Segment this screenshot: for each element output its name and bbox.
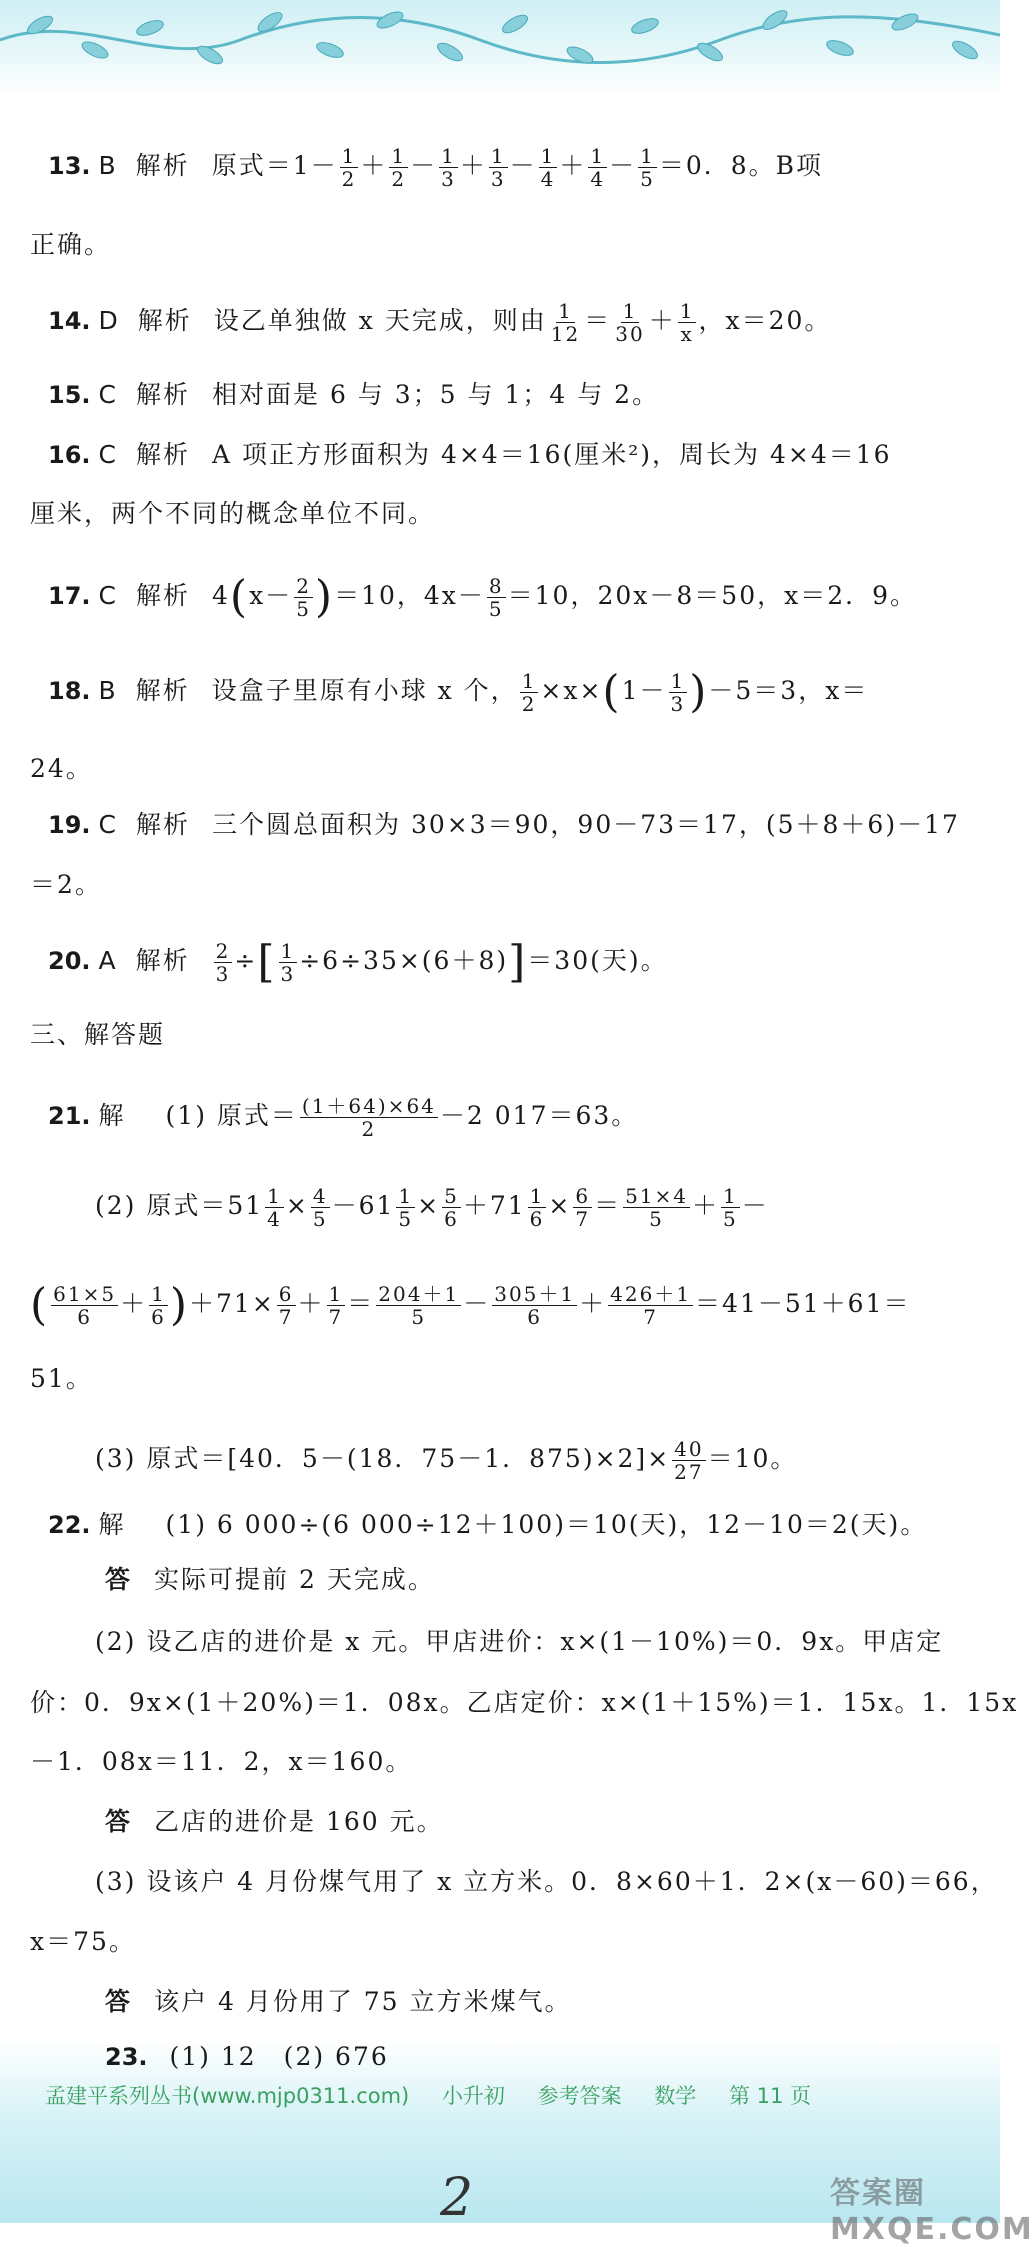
numerator: 1: [267, 1184, 282, 1208]
fraction: [149, 1283, 168, 1328]
denominator: 27: [674, 1460, 704, 1484]
operator: ＋: [559, 151, 587, 180]
fraction: [573, 1185, 592, 1230]
fraction: [638, 145, 657, 190]
denominator: 5: [312, 1207, 328, 1231]
q15-text: 相对面是 6 与 3；5 与 1；4 与 2。: [212, 380, 660, 409]
fraction: [265, 1185, 284, 1230]
operator: ＋: [579, 1289, 607, 1318]
fraction: [396, 1185, 415, 1230]
q18-text: ×x×: [540, 676, 603, 705]
q21-part2-line3: 51。: [30, 1364, 93, 1393]
q19-text: 三个圆总面积为 30×3＝90，90－73＝17，(5＋8＋6)－17: [212, 810, 960, 839]
denominator: 4: [590, 167, 606, 191]
fraction: [588, 145, 607, 190]
operator: ＋: [360, 151, 388, 180]
q17-text: ＝10，20x－8＝50，x＝2．9。: [507, 581, 918, 610]
denominator: 5: [640, 167, 655, 191]
fraction: [608, 1283, 693, 1328]
fraction: [678, 300, 697, 345]
q18-text: －5＝3，x＝: [708, 676, 869, 705]
q16-line2: 厘米，两个不同的概念单位不同。: [30, 499, 436, 528]
denominator: 7: [278, 1305, 294, 1329]
denominator: 3: [280, 962, 296, 986]
footer-series: 孟建平系列丛书(www.mjp0311.com): [45, 2084, 410, 2108]
numerator: 1: [398, 1184, 414, 1208]
q14-text: ，x＝20。: [698, 306, 832, 335]
fraction: [279, 940, 298, 985]
operator: ＝: [594, 1191, 622, 1220]
denominator: 7: [643, 1305, 658, 1329]
q14-line: [48, 300, 831, 345]
denominator: 5: [488, 597, 504, 621]
numerator: 8: [488, 574, 504, 598]
numerator: (1＋64)×64: [301, 1094, 436, 1118]
q21-number: 21.: [48, 1102, 91, 1130]
q17-option: C: [98, 581, 118, 610]
numerator: 1: [670, 669, 686, 693]
handwritten-page-number: 2: [440, 2168, 474, 2228]
q16-tag: 解析: [135, 440, 190, 469]
q13-tag: 解析: [135, 151, 190, 180]
denominator: 7: [328, 1305, 344, 1329]
bracket-close: ]: [508, 936, 528, 988]
fraction: [300, 1095, 438, 1140]
denominator: 3: [490, 167, 506, 191]
q21-part2-line1: [95, 1185, 769, 1230]
operator: ＝: [584, 306, 612, 335]
denominator: 7: [575, 1207, 591, 1231]
operator: －: [463, 1289, 491, 1318]
numerator: 2: [215, 939, 231, 963]
denominator: 5: [723, 1207, 738, 1231]
q22-number: 22.: [48, 1511, 91, 1539]
q17-tag: 解析: [135, 581, 190, 610]
q17-text: ＝10，4x－: [334, 581, 485, 610]
q22-part2-line3: －1．08x＝11．2，x＝160。: [30, 1747, 413, 1776]
q14-text: 设乙单独做 x 天完成，则由: [213, 306, 547, 335]
q19-line1: [48, 808, 960, 842]
q21-part3: [95, 1438, 797, 1483]
q16-number: 16.: [48, 441, 91, 469]
fraction: [520, 670, 539, 715]
numerator: 1: [151, 1282, 166, 1306]
q22-part1: [48, 1508, 927, 1542]
denominator: 12: [550, 322, 581, 346]
fraction: [214, 940, 233, 985]
denominator: 30: [615, 322, 645, 346]
fraction: [389, 145, 408, 190]
fraction: [613, 300, 646, 345]
q21-text: (1) 原式＝: [165, 1101, 298, 1130]
fraction: [294, 575, 313, 620]
fraction: [492, 1283, 577, 1328]
numerator: 1: [328, 1282, 344, 1306]
q20-tag: 解析: [135, 946, 190, 975]
fraction: [311, 1185, 330, 1230]
denominator: 5: [411, 1305, 427, 1329]
q18-line1: [48, 666, 869, 718]
denominator: 6: [151, 1305, 166, 1329]
operator: －: [741, 1191, 769, 1220]
q22-text: 实际可提前 2 天完成。: [154, 1565, 435, 1594]
q16-option: C: [98, 440, 118, 469]
footer-subject: 数学: [654, 2084, 697, 2108]
numerator: 1: [490, 144, 506, 168]
q14-option: D: [98, 306, 120, 335]
fraction: [442, 1185, 461, 1230]
q16-line1: [48, 438, 892, 472]
denominator: 3: [670, 692, 686, 716]
operator: ×: [417, 1191, 441, 1220]
answer-label: 答: [105, 1987, 133, 2016]
denominator: 3: [215, 962, 231, 986]
fraction: [623, 1185, 690, 1230]
q19-line2: ＝2。: [30, 870, 102, 899]
q21-part2-line2: [30, 1279, 911, 1331]
denominator: 5: [398, 1207, 414, 1231]
denominator: 2: [361, 1117, 377, 1141]
numerator: 4: [312, 1184, 328, 1208]
numerator: 204＋1: [378, 1282, 460, 1306]
operator: ＋71: [462, 1191, 526, 1220]
q21-text: ＝41－51＋61＝: [695, 1289, 911, 1318]
q17-line: [48, 571, 918, 623]
fraction: [669, 670, 688, 715]
fraction: [340, 145, 359, 190]
denominator: x: [680, 322, 694, 346]
numerator: 1: [640, 144, 655, 168]
operator: ＋: [297, 1289, 325, 1318]
denominator: 2: [391, 167, 407, 191]
q22-text: 该户 4 月份用了 75 立方米煤气。: [154, 1987, 572, 2016]
bracket-open: [: [257, 936, 277, 988]
denominator: 6: [529, 1207, 545, 1231]
numerator: 1: [679, 299, 695, 323]
operator: －: [410, 151, 438, 180]
q17-text: x－: [249, 581, 293, 610]
operator: ÷: [234, 946, 258, 975]
q17-number: 17.: [48, 582, 91, 610]
q14-tag: 解析: [137, 306, 192, 335]
denominator: 4: [267, 1207, 282, 1231]
numerator: 61×5: [53, 1282, 117, 1306]
operator: ×: [548, 1191, 572, 1220]
q18-text: 1－: [621, 676, 667, 705]
q22-part3-line2: x＝75。: [30, 1927, 136, 1956]
paren-close: ): [314, 571, 335, 623]
q13-line1: [48, 145, 823, 190]
q20-line: [48, 936, 668, 988]
operator: ×: [285, 1191, 309, 1220]
q23-number: 23.: [105, 2043, 148, 2071]
operator: ＋: [120, 1289, 148, 1318]
numerator: 1: [391, 144, 407, 168]
q19-number: 19.: [48, 811, 91, 839]
q20-text: ÷6÷35×(6＋8): [299, 946, 509, 975]
q16-text: A 项正方形面积为 4×4＝16(厘米²)，周长为 4×4＝16: [212, 440, 892, 469]
fraction: [376, 1283, 461, 1328]
numerator: 1: [723, 1184, 738, 1208]
q22-answer2: [105, 1805, 444, 1839]
q14-number: 14.: [48, 307, 91, 335]
q22-answer1: [105, 1563, 435, 1597]
q22-part3-line1: (3) 设该户 4 月份煤气用了 x 立方米。0．8×60＋1．2×(x－60)＝66，: [95, 1867, 998, 1896]
denominator: 5: [296, 597, 311, 621]
paren-close: ): [689, 666, 709, 718]
q13-line2: 正确。: [30, 230, 112, 259]
numerator: 1: [280, 939, 296, 963]
q13-option: B: [98, 151, 118, 180]
numerator: 1: [529, 1184, 545, 1208]
numerator: 51×4: [625, 1184, 689, 1208]
fraction: [672, 1438, 705, 1483]
fraction: [487, 575, 506, 620]
operator: ＋: [692, 1191, 720, 1220]
q13-text: 原式＝1－: [211, 151, 338, 180]
denominator: 6: [77, 1305, 92, 1329]
denominator: 5: [649, 1207, 664, 1231]
numerator: 305＋1: [494, 1282, 576, 1306]
fraction: [549, 300, 582, 345]
q13-number: 13.: [48, 152, 91, 180]
q22-part2-line1: (2) 设乙店的进价是 x 元。甲店进价：x×(1－10%)＝0．9x。甲店定: [95, 1627, 944, 1656]
denominator: 4: [540, 167, 556, 191]
q15-number: 15.: [48, 381, 91, 409]
fraction: [439, 145, 458, 190]
denominator: 6: [527, 1305, 543, 1329]
q22-tag: 解: [98, 1510, 126, 1539]
answer-label: 答: [105, 1807, 133, 1836]
q21-text: －2 017＝63。: [439, 1101, 639, 1130]
fraction: [277, 1283, 296, 1328]
numerator: 1: [540, 144, 556, 168]
fraction: [528, 1185, 547, 1230]
q23-text: (1) 12 (2) 676: [169, 2042, 389, 2071]
watermark: 答案圈 MXQE.COM: [830, 2176, 1034, 2247]
q21-text: ＝10。: [707, 1444, 798, 1473]
q21-text: ＋71×: [189, 1289, 275, 1318]
q20-option: A: [98, 946, 118, 975]
fraction: [327, 1283, 346, 1328]
operator: －61: [331, 1191, 395, 1220]
numerator: 1: [341, 144, 357, 168]
q19-tag: 解析: [135, 810, 190, 839]
operator: ＋: [459, 151, 487, 180]
paren-close: ): [169, 1279, 190, 1331]
q18-option: B: [98, 676, 118, 705]
denominator: 3: [441, 167, 456, 191]
numerator: 5: [444, 1184, 459, 1208]
operator: ＋: [648, 306, 676, 335]
numerator: 6: [575, 1184, 591, 1208]
denominator: 2: [521, 692, 537, 716]
q22-answer3: [105, 1985, 572, 2019]
q18-text: 设盒子里原有小球 x 个，: [211, 676, 518, 705]
q15-line: [48, 378, 659, 412]
q21-part1: [48, 1095, 638, 1140]
numerator: 1: [521, 669, 537, 693]
q21-tag: 解: [98, 1101, 126, 1130]
q22-text: 乙店的进价是 160 元。: [154, 1807, 444, 1836]
q20-number: 20.: [48, 947, 91, 975]
q21-text: (2) 原式＝51: [95, 1191, 264, 1220]
numerator: 40: [674, 1437, 704, 1461]
paren-open: (: [30, 1279, 50, 1331]
q22-part2-line2: 价：0．9x×(1＋20%)＝1．08x。乙店定价：x×(1＋15%)＝1．15x。1．15x: [30, 1688, 1019, 1717]
fraction: [539, 145, 558, 190]
fraction: [489, 145, 508, 190]
operator: ＝: [347, 1289, 375, 1318]
numerator: 1: [622, 299, 638, 323]
q22-text: (1) 6 000÷(6 000÷12＋100)＝10(天)，12－10＝2(天)。: [165, 1510, 928, 1539]
q20-text: ＝30(天)。: [527, 946, 668, 975]
operator: －: [609, 151, 637, 180]
q15-tag: 解析: [135, 380, 190, 409]
section-heading: 三、解答题: [30, 1020, 166, 1049]
footer-level: 小升初: [441, 2084, 505, 2108]
q15-option: C: [98, 380, 118, 409]
denominator: 2: [341, 167, 357, 191]
numerator: 1: [590, 144, 606, 168]
numerator: 1: [441, 144, 456, 168]
footer-key: 参考答案: [537, 2084, 622, 2108]
q17-text: 4: [212, 581, 230, 610]
paren-open: (: [229, 571, 250, 623]
numerator: 426＋1: [610, 1282, 692, 1306]
q18-number: 18.: [48, 677, 91, 705]
q19-option: C: [98, 810, 118, 839]
denominator: 6: [444, 1207, 459, 1231]
footer-page: 第 11 页: [729, 2084, 812, 2108]
q23-line: [105, 2040, 389, 2074]
numerator: 2: [296, 574, 311, 598]
q18-line2: 24。: [30, 754, 93, 783]
operator: －: [509, 151, 537, 180]
fraction: [721, 1185, 740, 1230]
fraction: [51, 1283, 118, 1328]
page-footer: [45, 2080, 837, 2110]
q13-text: ＝0．8。B项: [658, 151, 824, 180]
answer-label: 答: [105, 1565, 133, 1594]
numerator: 6: [278, 1282, 294, 1306]
q18-tag: 解析: [135, 676, 190, 705]
paren-open: (: [602, 666, 622, 718]
q21-text: (3) 原式＝[40．5－(18．75－1．875)×2]×: [95, 1444, 671, 1473]
numerator: 1: [558, 299, 573, 323]
